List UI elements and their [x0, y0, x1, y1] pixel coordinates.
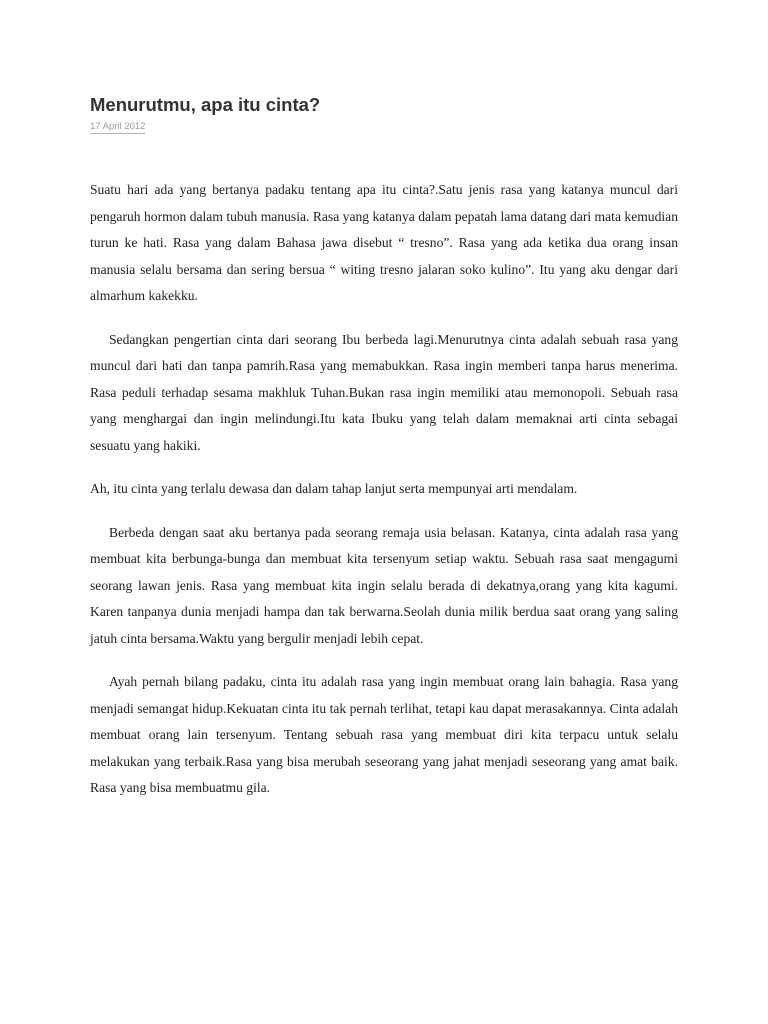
paragraph-3: Ah, itu cinta yang terlalu dewasa dan dalam tahap lanjut serta mempunyai arti mendalam.: [90, 481, 578, 496]
post-body: [90, 177, 678, 819]
paragraph-1: Suatu hari ada yang bertanya padaku tentang apa itu cinta?.Satu jenis rasa yang katanya muncul dari pengaruh hormon dalam tubuh manusia. Rasa yang katanya dalam pepatah lama datang dari mata kemudian turun ke hati. Rasa yang dalam Bahasa jawa disebut “ tresno”. Rasa yang ada ketika dua orang insan manusia selalu bersama dan sering bersua “ witing tresno jalaran soko kulino”. Itu yang aku dengar dari almarhum kakekku.: [90, 182, 678, 303]
paragraph-2: Sedangkan pengertian cinta dari seorang Ibu berbeda lagi.Menurutnya cinta adalah sebuah rasa yang muncul dari hati dan tanpa pamrih.Rasa yang memabukkan. Rasa ingin memberi tanpa harus menerima. Rasa peduli terhadap sesama makhluk Tuhan.Bukan rasa ingin memiliki atau memonopoli. Sebuah rasa yang menghargai dan ingin melindungi.Itu kata Ibuku yang telah dalam memaknai arti cinta sebagai sesuatu yang hakiki.: [90, 331, 678, 453]
post-title: Menurutmu, apa itu cinta?: [90, 94, 321, 115]
paragraph-5: Ayah pernah bilang padaku, cinta itu adalah rasa yang ingin membuat orang lain bahagia. Rasa yang menjadi semangat hidup.Kekuatan cinta itu tak pernah terlihat, tetapi kau dapat merasakannya. Cinta adalah membuat orang lain tersenyum. Tentang sebuah rasa yang membuat diri kita terpacu untuk selalu melakukan yang terbaik.Rasa yang bisa merubah seseorang yang jahat menjadi seseorang yang amat baik. Rasa yang bisa membuatmu gila.: [90, 674, 678, 795]
paragraph-4: Berbeda dengan saat aku bertanya pada seorang remaja usia belasan. Katanya, cinta adalah rasa yang membuat kita berbunga-bunga dan membuat kita tersenyum setiap waktu. Sebuah rasa saat mengagumi seorang lawan jenis. Rasa yang membuat kita ingin selalu berada di dekatnya,orang yang kita kagumi. Karen tanpanya dunia menjadi hampa dan tak berwarna.Seolah dunia milik berdua saat orang yang saling jatuh cinta bersama.Waktu yang bergulir menjadi lebih cepat.: [90, 524, 678, 646]
post-date-link[interactable]: 17 April 2012: [90, 121, 146, 132]
